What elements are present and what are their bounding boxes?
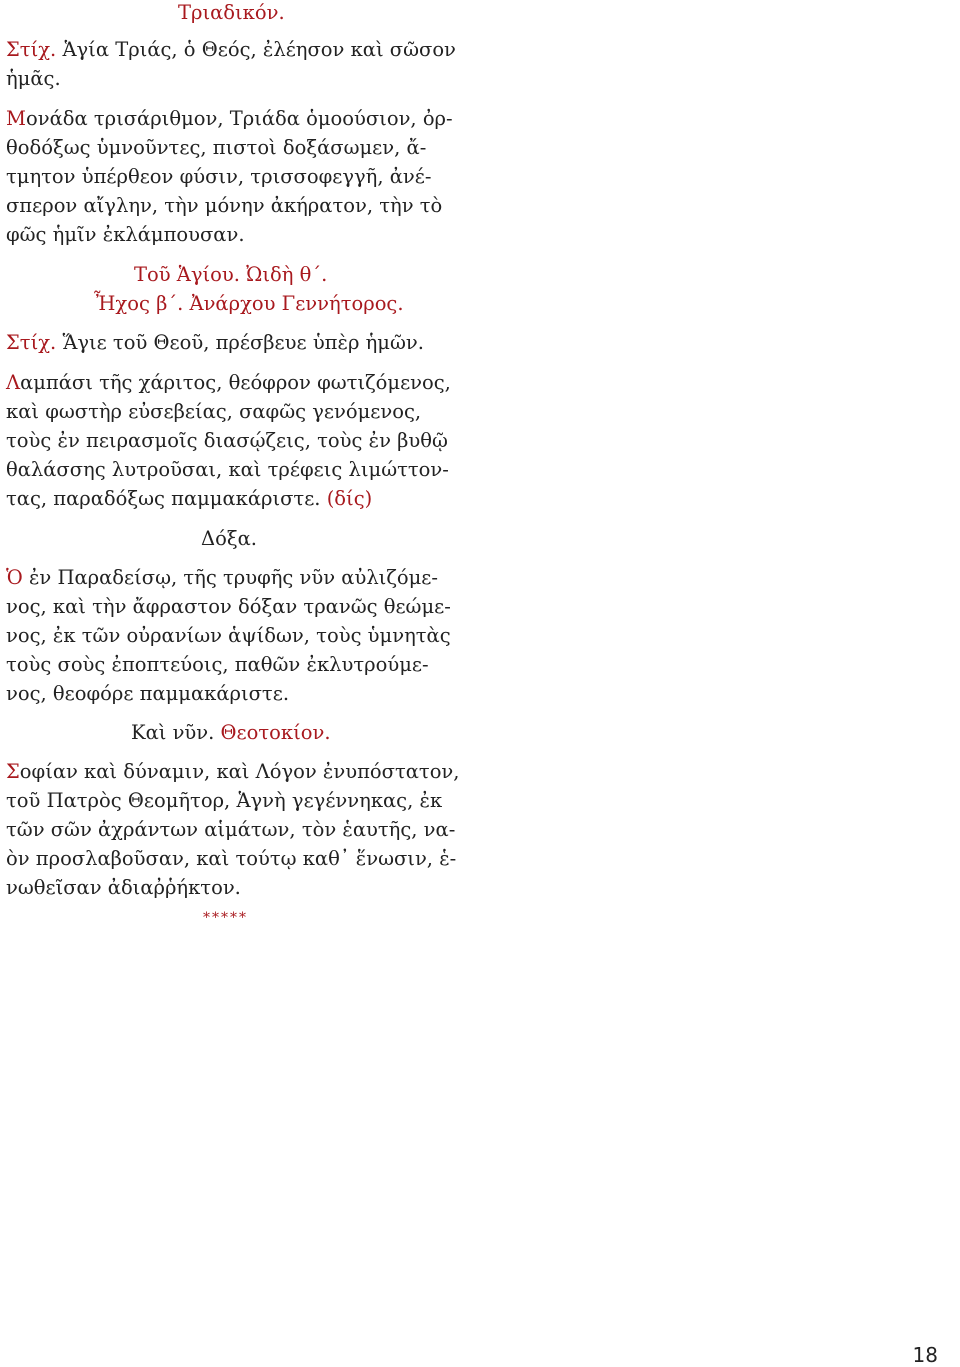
kai-nyn-heading (131, 720, 331, 746)
stix-text: Ἅγιε τοῦ Θεοῦ, πρέσβευε ὑπὲρ ἡμῶν. (56, 331, 424, 354)
drop-initial: Λ (6, 371, 21, 394)
drop-initial: Σ (6, 760, 20, 783)
drop-initial: Μ (6, 107, 26, 130)
troparion4-line: ὸν προσλαβοῦσαν, καὶ τούτῳ καθ᾽ ἕνωσιν, ἑ- (6, 847, 457, 870)
troparion2-line: καὶ φωστὴρ εὐσεβείας, σαφῶς γενόμενος, (6, 400, 422, 423)
troparion1-line: σπερον αἴγλην, τὴν μόνην ἀκήρατον, τὴν τὸ (6, 194, 443, 217)
page-number: 18 (912, 1343, 938, 1367)
troparion2-line: Λαμπάσι τῆς χάριτος, θεόφρον φωτιζόμενος, (6, 371, 451, 394)
doxa-heading: Δόξα. (201, 527, 257, 550)
troparion2-line: τας, παραδόξως παμμακάριστε. (δίς) (6, 487, 373, 510)
troparion3-line: νος, θεοφόρε παμμακάριστε. (6, 682, 290, 705)
troparion4-line: τοῦ Πατρὸς Θεομῆτορ, Ἁγνὴ γεγέννηκας, ἐκ (6, 789, 443, 812)
troparion3-line: Ὁ ἐν Παραδείσῳ, τῆς τρυφῆς νῦν αὐλιζόμε- (6, 566, 438, 589)
troparion1-line: θοδόξως ὑμνοῦντες, πιστοὶ δοξάσωμεν, ἄ- (6, 136, 427, 159)
stix-label: Στίχ. (6, 331, 57, 354)
troparion2-line: θαλάσσης λυτροῦσαι, καὶ τρέφεις λιμώττον- (6, 458, 449, 481)
troparion1-line: Μονάδα τρισάριθμον, Τριάδα ὁμοούσιον, ὀρ- (6, 107, 453, 130)
theotokion-label: Θεοτοκίον. (214, 721, 331, 744)
troparion1-line: φῶς ἡμῖν ἐκλάμπουσαν. (6, 223, 245, 246)
section-separator: ***** (203, 910, 248, 926)
troparion4-line: τῶν σῶν ἀχράντων αἱμάτων, τὸν ἑαυτῆς, να- (6, 818, 456, 841)
troparion1-line: τμητον ὑπέρθεον φύσιν, τρισσοφεγγῆ, ἀνέ- (6, 165, 432, 188)
troparion4-line: νωθεῖσαν ἀδιαῤῥήκτον. (6, 876, 241, 899)
troparion2-line: τοὺς ἐν πειρασμοῖς διασῴζεις, τοὺς ἐν βυθῷ (6, 429, 448, 452)
stix-text: Ἁγία Τριάς, ὁ Θεός, ἐλέησον καὶ σῶσον (56, 38, 456, 61)
troparion3-line: τοὺς σοὺς ἐποπτεύοις, παθῶν ἐκλυτρούμε- (6, 653, 429, 676)
drop-initial: Ὁ (6, 566, 23, 589)
troparion4-line: Σοφίαν καὶ δύναμιν, καὶ Λόγον ἐνυπόστατον, (6, 760, 460, 783)
stix-label: Στίχ. (6, 38, 57, 61)
ode-heading: Τοῦ Ἁγίου. Ὠιδὴ θ΄. (134, 263, 328, 286)
troparion3-line: νος, καὶ τὴν ἄφραστον δόξαν τρανῶς θεώμε- (6, 595, 451, 618)
kai-nyn-label: Καὶ νῦν. (131, 721, 215, 744)
stix-line-1 (6, 37, 456, 63)
bis-marker: (δίς) (320, 487, 373, 510)
tone-heading: Ἦχος β΄. Ἀνάρχου Γεννήτορος. (94, 292, 404, 315)
troparion3-line: νος, ἐκ τῶν οὐρανίων ἁψίδων, τοὺς ὑμνητὰς (6, 624, 451, 647)
stix-line-2: ἡμᾶς. (6, 67, 61, 90)
triadikon-heading: Τριαδικόν. (178, 1, 285, 24)
stix-line (6, 330, 424, 356)
